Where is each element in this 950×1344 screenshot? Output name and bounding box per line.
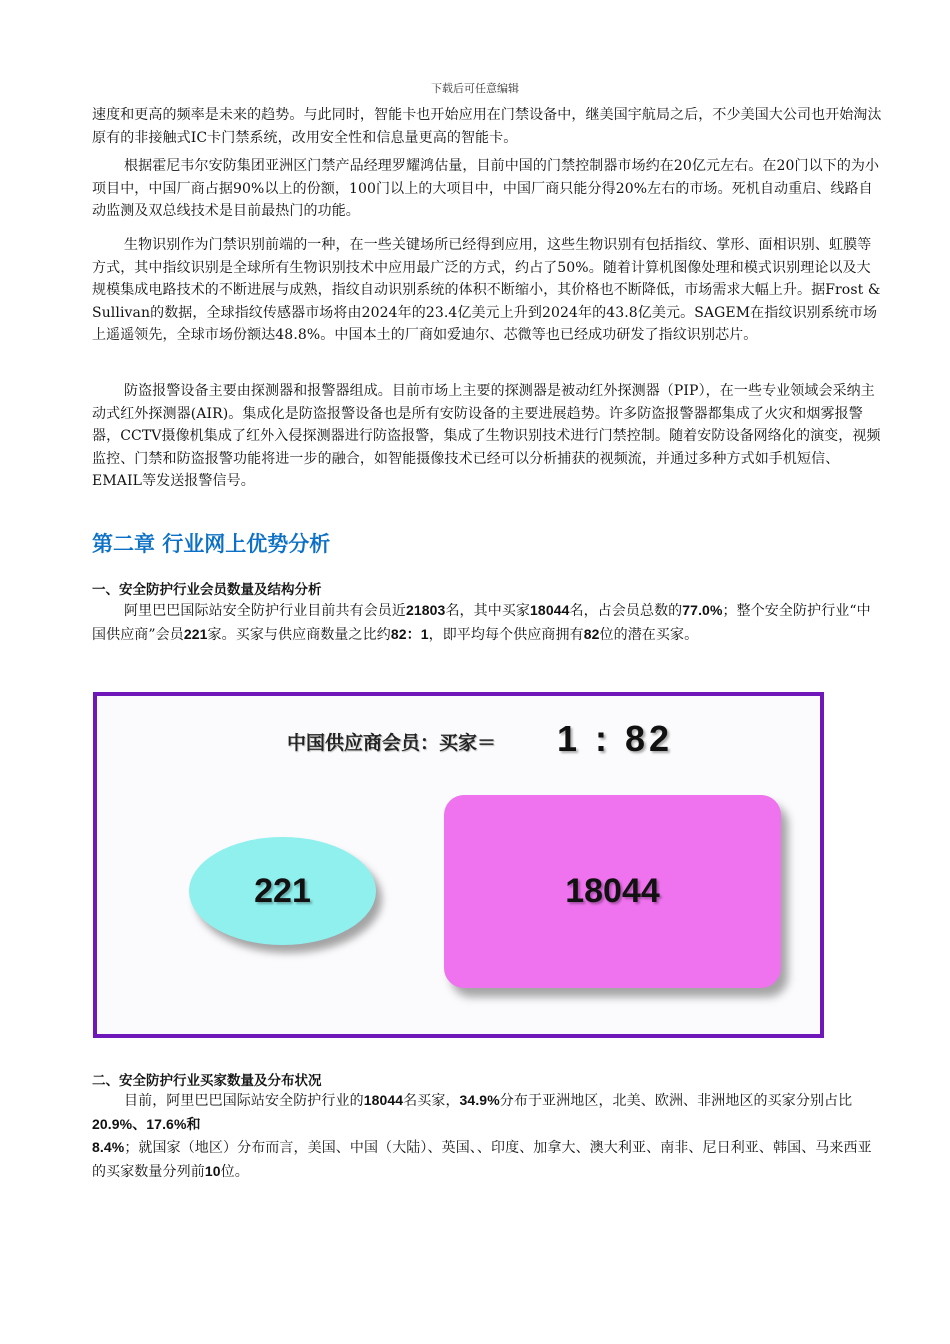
supplier-ellipse <box>189 837 376 945</box>
paragraph-smart-card: 速度和更高的频率是未来的趋势。与此同时，智能卡也开始应用在门禁设备中，继美国宇航局之后，不少美国大公司也开始淘汰原有的非接触式IC卡门禁系统，改用安全性和信息量更高的智能卡。 <box>92 107 882 146</box>
paragraph-member-stats: 阿里巴巴国际站安全防护行业目前共有会员近21803名，其中买家18044名，占会员总数的77.0%；整个安全防护行业“中国供应商”会员221家。买家与供应商数量之比约82：1，即平均每个供应商拥有82位的潜在买家。 <box>92 602 871 643</box>
paragraph-access-control-market: 根据霍尼韦尔安防集团亚洲区门禁产品经理罗耀鸿估量，目前中国的门禁控制器市场约在20亿元左右。在20门以下的为小项目中，中国厂商占据90%以上的份额，100门以上的大项目中，中国厂商只能分得20%左右的市场。死机自动重启、线路自动监测及双总线技术是目前最热门的功能。 <box>92 158 880 219</box>
chapter-title: 第二章 行业网上优势分析 <box>92 532 331 556</box>
buyer-rectangle <box>444 795 781 988</box>
section-title-buyers: 二、安全防护行业买家数量及分布状况 <box>92 1073 322 1089</box>
buyer-count: 18044 <box>565 872 660 910</box>
supplier-buyer-ratio-figure <box>93 692 824 1038</box>
section-title-members: 一、安全防护行业会员数量及结构分析 <box>92 582 322 598</box>
paragraph-buyer-distribution: 目前，阿里巴巴国际站安全防护行业的18044名买家，34.9%分布于亚洲地区，北美、欧洲、非洲地区的买家分别占比20.9%、17.6%和 8.4%；就国家（地区）分布而言，美国、中国（大陆）、英国、、印度、加拿大、澳大利亚、南非、尼日利亚、韩国、马来西亚的买家数量分列前10位。 <box>92 1092 872 1180</box>
figure-title: 中国供应商会员：买家＝ <box>287 732 497 754</box>
paragraph-burglar-alarm: 防盗报警设备主要由探测器和报警器组成。目前市场上主要的探测器是被动红外探测器（PIP），在一些专业领域会采纳主动式红外探测器(AIR)。集成化是防盗报警设备也是所有安防设备的主要进展趋势。许多防盗报警器都集成了火灾和烟雾报警器，CCTV摄像机集成了红外入侵探测器进行防盗报警，集成了生物识别技术进行门禁控制。随着安防设备网络化的演变，视频监控、门禁和防盗报警功能将进一步的融合，如智能摄像技术已经可以分析捕获的视频流，并通过多种方式如手机短信、EMAIL等发送报警信号。 <box>92 383 881 489</box>
page-header: 下载后可任意编辑 <box>431 82 519 95</box>
paragraph-biometrics: 生物识别作为门禁识别前端的一种，在一些关键场所已经得到应用，这些生物识别有包括指纹、掌形、面相识别、虹膜等方式，其中指纹识别是全球所有生物识别技术中应用最广泛的方式，约占了50%。随着计算机图像处理和模式识别理论以及大规模集成电路技术的不断进展与成熟，指纹自动识别系统的体积不断缩小，其价格也不断降低，市场需求大幅上升。据Frost & Sullivan的数据，全球指纹传感器市场将由2024年的23.4亿美元上升到2024年的43.8亿美元。SAGEM在指纹识别系统市场上遥遥领先，全球市场份额达48.8%。中国本土的厂商如爱迪尔、芯微等也已经成功研发了指纹识别芯片。 <box>92 237 881 343</box>
supplier-count: 221 <box>254 871 311 910</box>
figure-ratio: 1 : 82 <box>557 718 674 759</box>
